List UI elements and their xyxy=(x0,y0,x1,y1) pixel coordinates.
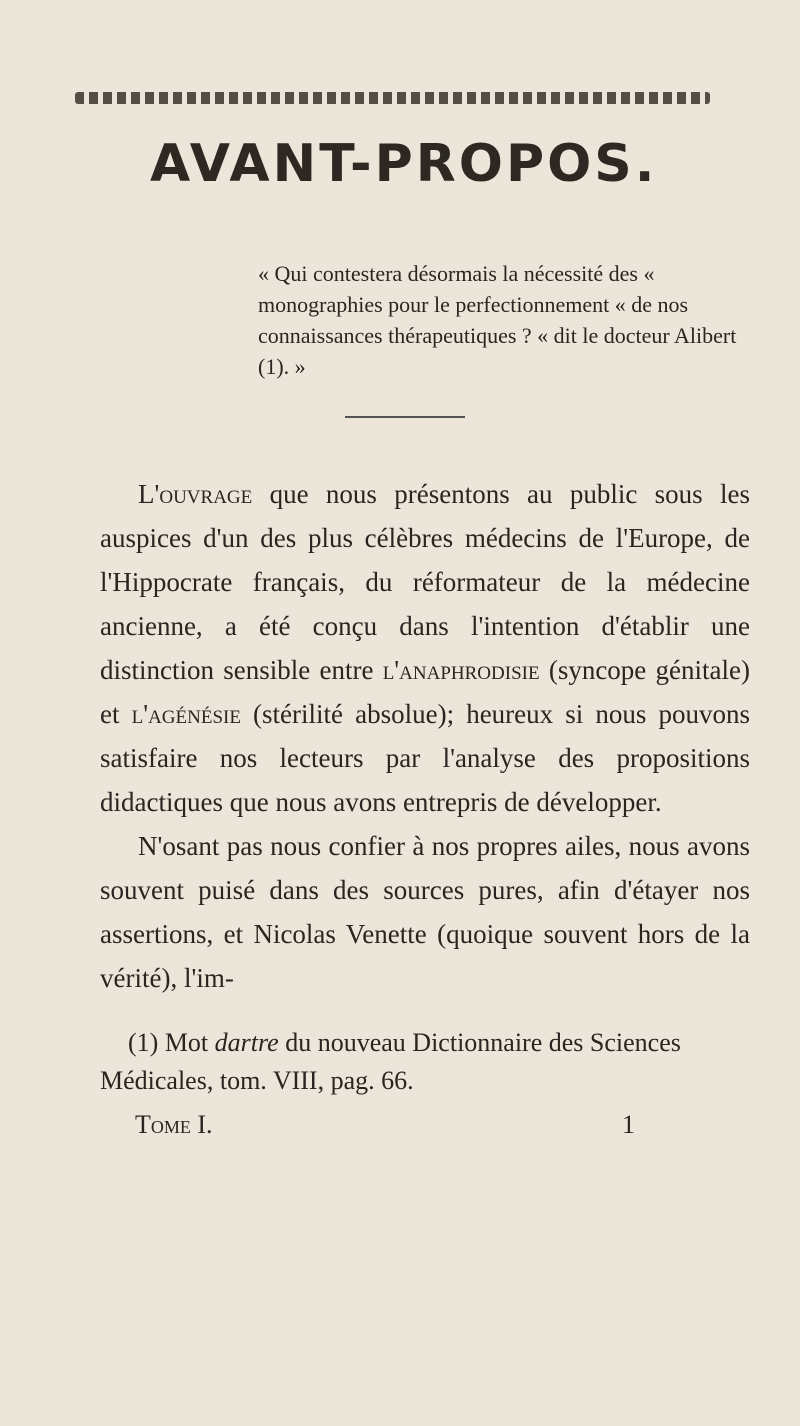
page-footer xyxy=(135,1106,635,1144)
epigraph-quote: « Qui contestera désormais la nécessité des « monographies pour le perfectionnement « de nos connaissances thérapeutiques ? « dit le docteur Alibert (1). » xyxy=(258,261,737,379)
lead-word: L'ouvrage xyxy=(138,479,253,509)
paragraph-2: N'osant pas nous confier à nos propres ailes, nous avons souvent puisé dans des sources pures, afin d'étayer nos assertions, et Nicolas Venette (quoique souvent hors de la vérité), l'im- xyxy=(100,831,750,993)
term: dartre xyxy=(214,1028,279,1057)
volume-marker: Tome I. xyxy=(135,1110,213,1139)
body-text xyxy=(100,472,750,1000)
page-title: AVANT-PROPOS. xyxy=(150,134,658,194)
text: (stérilité absolue); heureux si nous pouvons satisfaire nos lecteurs par l'analyse des propositions didactiques que nous avons entrepris de développer. xyxy=(100,699,750,817)
text: (1) Mot xyxy=(128,1028,215,1057)
term: l'agénésie xyxy=(131,699,241,729)
signature-mark: 1 xyxy=(622,1110,635,1139)
header-ornament xyxy=(75,92,710,104)
text: du nouveau Dictionnaire des Sciences Médicales, tom. VIII, pag. 66. xyxy=(100,1028,681,1095)
separator-ornament xyxy=(345,416,465,418)
term: l'anaphrodisie xyxy=(382,655,540,685)
text: (syncope génitale) et xyxy=(100,655,750,729)
text: que nous présentons au public sous les auspices d'un des plus célèbres médecins de l'Europe, de l'Hippocrate français, du réformateur de la médecine ancienne, a été conçu dans l'intention d'établir une distinction sensible entre xyxy=(100,479,750,685)
footnote xyxy=(100,1024,750,1100)
paragraph-1 xyxy=(100,472,750,824)
